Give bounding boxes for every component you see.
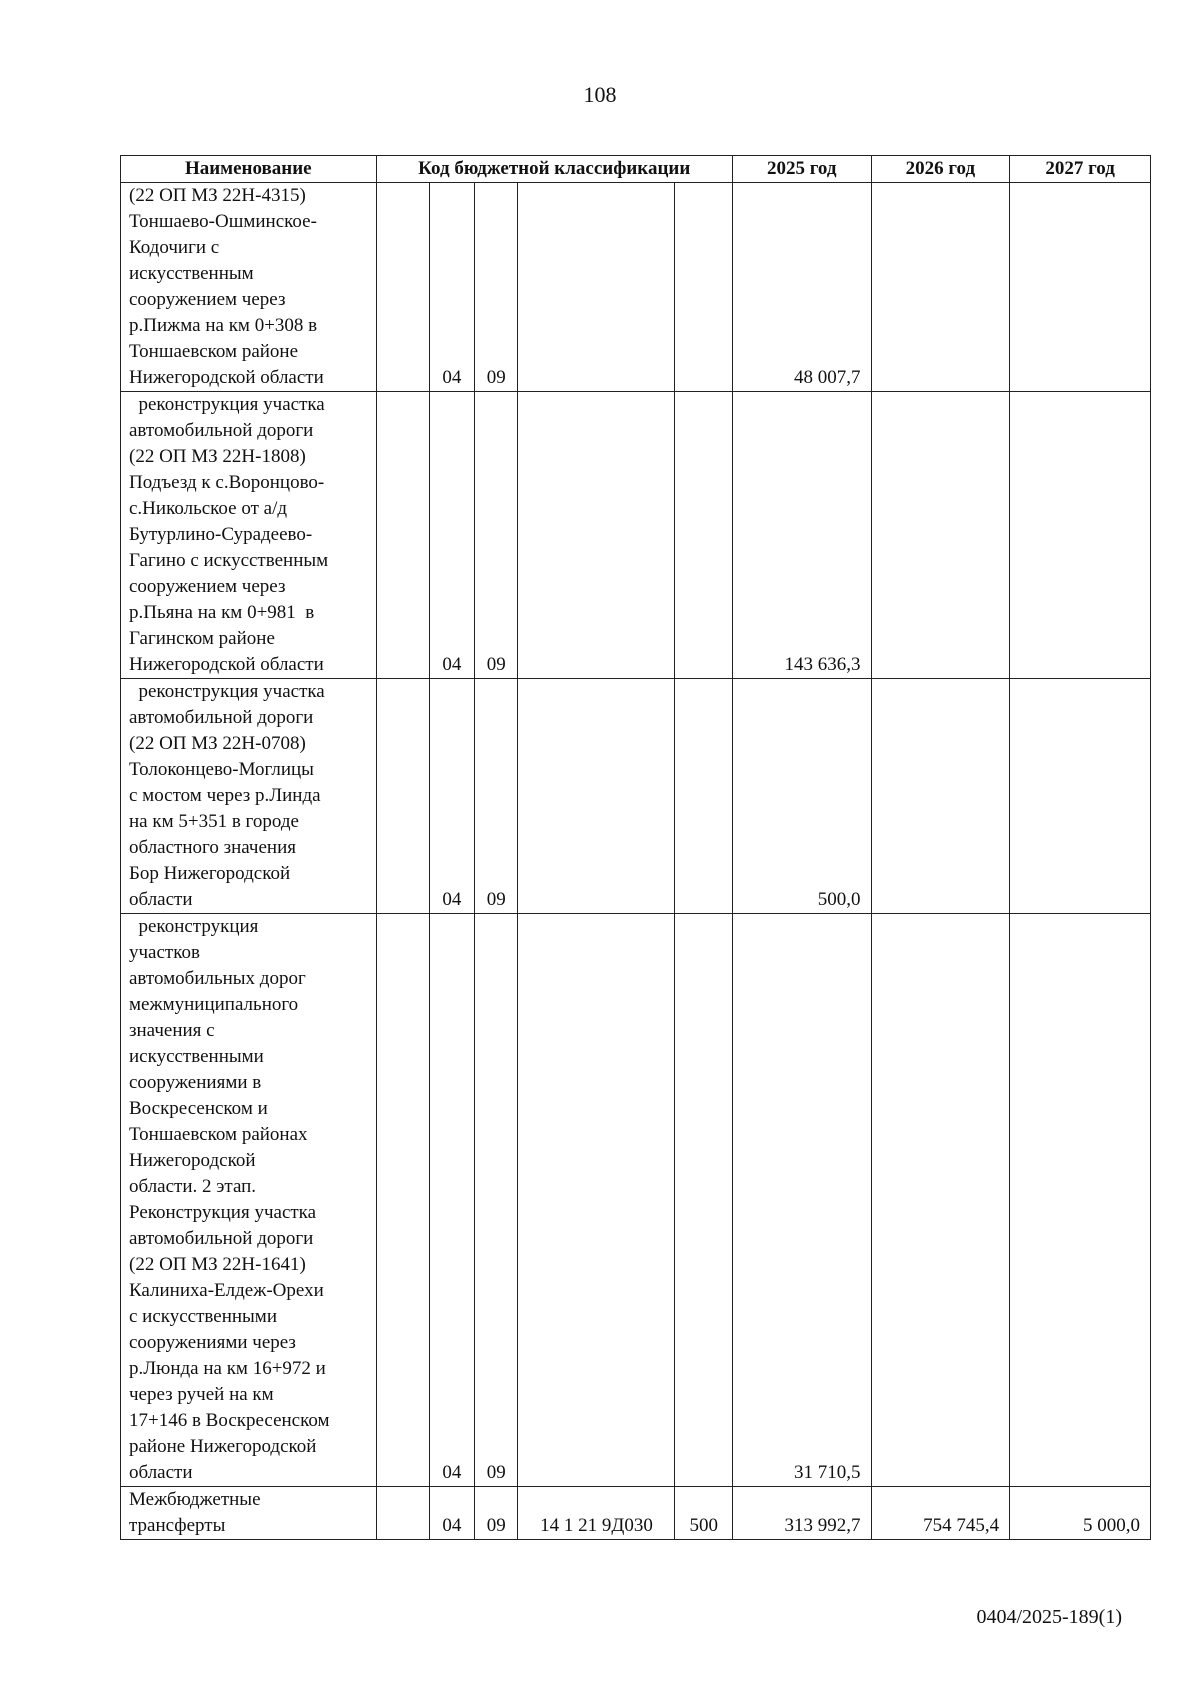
amount-y2025: 143 636,3 xyxy=(732,392,871,679)
header-name: Наименование xyxy=(121,156,377,183)
row-name-line: (22 ОП МЗ 22Н-1808) xyxy=(129,446,306,467)
row-name-line: Калиниха-Елдеж-Орехи xyxy=(129,1280,324,1301)
amount-y2025: 500,0 xyxy=(732,679,871,914)
row-name-line: автомобильной дороги xyxy=(129,1228,314,1249)
code-cell-c1 xyxy=(376,392,429,679)
code-cell-c3: 09 xyxy=(475,914,518,1487)
row-name-line: искусственным xyxy=(129,263,254,284)
row-name-line: Подъезд к с.Воронцово- xyxy=(129,472,325,493)
amount-y2025: 48 007,7 xyxy=(732,183,871,392)
row-name-line: Нижегородской области xyxy=(129,654,324,675)
row-name-line: Нижегородской xyxy=(129,1150,256,1171)
budget-table xyxy=(120,155,1151,1540)
code-cell-c5 xyxy=(675,183,732,392)
table-row xyxy=(121,183,1151,392)
table-row xyxy=(121,392,1151,679)
amount-y2025: 31 710,5 xyxy=(732,914,871,1487)
row-name-line: р.Люнда на км 16+972 и xyxy=(129,1358,326,1379)
table-row xyxy=(121,679,1151,914)
amount-y2027 xyxy=(1010,183,1151,392)
row-name-line: межмуниципального xyxy=(129,994,299,1015)
row-name-cell xyxy=(121,679,377,914)
row-name-line: Гагинском районе xyxy=(129,628,275,649)
row-name-line: автомобильной дороги xyxy=(129,707,314,728)
row-name-line: реконструкция участка xyxy=(129,394,325,415)
row-name-line: (22 ОП МЗ 22Н-4315) xyxy=(129,185,306,206)
code-cell-c3: 09 xyxy=(475,1487,518,1540)
code-cell-c2: 04 xyxy=(429,679,474,914)
row-name-line: автомобильной дороги xyxy=(129,420,314,441)
code-cell-c2: 04 xyxy=(429,392,474,679)
row-name-cell xyxy=(121,183,377,392)
header-2025: 2025 год xyxy=(732,156,871,183)
code-cell-c1 xyxy=(376,914,429,1487)
header-2027: 2027 год xyxy=(1010,156,1151,183)
header-code: Код бюджетной классификации xyxy=(376,156,732,183)
code-cell-c4 xyxy=(518,183,675,392)
row-name-line: сооружением через xyxy=(129,576,286,597)
code-cell-c1 xyxy=(376,679,429,914)
code-cell-c2: 04 xyxy=(429,183,474,392)
row-name-line: р.Пьяна на км 0+981 в xyxy=(129,602,315,623)
document-code: 0404/2025-189(1) xyxy=(976,1606,1122,1628)
amount-y2027 xyxy=(1010,392,1151,679)
row-name-line: Гагино с искусственным xyxy=(129,550,329,571)
amount-y2026 xyxy=(871,914,1010,1487)
row-name-line: Межбюджетные xyxy=(129,1489,261,1510)
code-cell-c4: 14 1 21 9Д030 xyxy=(518,1487,675,1540)
amount-y2026 xyxy=(871,679,1010,914)
row-name-line: области. 2 этап. xyxy=(129,1176,257,1197)
row-name-line: Воскресенском и xyxy=(129,1098,268,1119)
row-name-line: реконструкция участка xyxy=(129,681,325,702)
row-name-line: Бутурлино-Сурадеево- xyxy=(129,524,313,545)
row-name-line: с.Никольское от а/д xyxy=(129,498,288,519)
amount-y2027 xyxy=(1010,914,1151,1487)
row-name-line: с искусственными xyxy=(129,1306,278,1327)
row-name-line: (22 ОП МЗ 22Н-1641) xyxy=(129,1254,306,1275)
code-cell-c3: 09 xyxy=(475,679,518,914)
amount-y2026 xyxy=(871,392,1010,679)
row-name-line: Тоншаевском районах xyxy=(129,1124,308,1145)
row-name-line: с мостом через р.Линда xyxy=(129,785,321,806)
row-name-line: 17+146 в Воскресенском xyxy=(129,1410,330,1431)
amount-y2027: 5 000,0 xyxy=(1010,1487,1151,1540)
row-name-line: районе Нижегородской xyxy=(129,1436,317,1457)
row-name-line: через ручей на км xyxy=(129,1384,274,1405)
row-name-line: на км 5+351 в городе xyxy=(129,811,299,832)
row-name-line: Тоншаевском районе xyxy=(129,341,299,362)
amount-y2025: 313 992,7 xyxy=(732,1487,871,1540)
page-number: 108 xyxy=(583,82,617,107)
row-name-line: Бор Нижегородской xyxy=(129,863,291,884)
row-name-line: области xyxy=(129,1462,193,1483)
code-cell-c1 xyxy=(376,1487,429,1540)
table-row xyxy=(121,914,1151,1487)
row-name-line: Реконструкция участка xyxy=(129,1202,317,1223)
code-cell-c5 xyxy=(675,392,732,679)
amount-y2027 xyxy=(1010,679,1151,914)
row-name-line: р.Пижма на км 0+308 в xyxy=(129,315,318,336)
row-name-line: Нижегородской области xyxy=(129,367,324,388)
code-cell-c4 xyxy=(518,679,675,914)
row-name-line: автомобильных дорог xyxy=(129,968,306,989)
row-name-cell xyxy=(121,914,377,1487)
row-name-line: области xyxy=(129,889,193,910)
row-name-line: значения с xyxy=(129,1020,215,1041)
row-name-line: Толоконцево-Моглицы xyxy=(129,759,314,780)
row-name-line: реконструкция xyxy=(129,916,259,937)
row-name-line: искусственными xyxy=(129,1046,264,1067)
amount-y2026 xyxy=(871,183,1010,392)
row-name-cell xyxy=(121,392,377,679)
code-cell-c1 xyxy=(376,183,429,392)
row-name-line: трансферты xyxy=(129,1515,226,1536)
row-name-line: областного значения xyxy=(129,837,296,858)
row-name-line: Тоншаево-Ошминское- xyxy=(129,211,317,232)
table-header-row xyxy=(121,156,1151,183)
header-2026: 2026 год xyxy=(871,156,1010,183)
row-name-line: сооружениями в xyxy=(129,1072,262,1093)
row-name-line: сооружением через xyxy=(129,289,286,310)
code-cell-c5 xyxy=(675,914,732,1487)
code-cell-c2: 04 xyxy=(429,914,474,1487)
code-cell-c3: 09 xyxy=(475,183,518,392)
table-body xyxy=(121,183,1151,1540)
row-name-line: Кодочиги с xyxy=(129,237,220,258)
row-name-line: сооружениями через xyxy=(129,1332,296,1353)
code-cell-c5: 500 xyxy=(675,1487,732,1540)
table-row xyxy=(121,1487,1151,1540)
row-name-cell xyxy=(121,1487,377,1540)
code-cell-c3: 09 xyxy=(475,392,518,679)
row-name-line: участков xyxy=(129,942,200,963)
row-name-line: (22 ОП МЗ 22Н-0708) xyxy=(129,733,306,754)
code-cell-c4 xyxy=(518,392,675,679)
code-cell-c2: 04 xyxy=(429,1487,474,1540)
code-cell-c4 xyxy=(518,914,675,1487)
code-cell-c5 xyxy=(675,679,732,914)
amount-y2026: 754 745,4 xyxy=(871,1487,1010,1540)
